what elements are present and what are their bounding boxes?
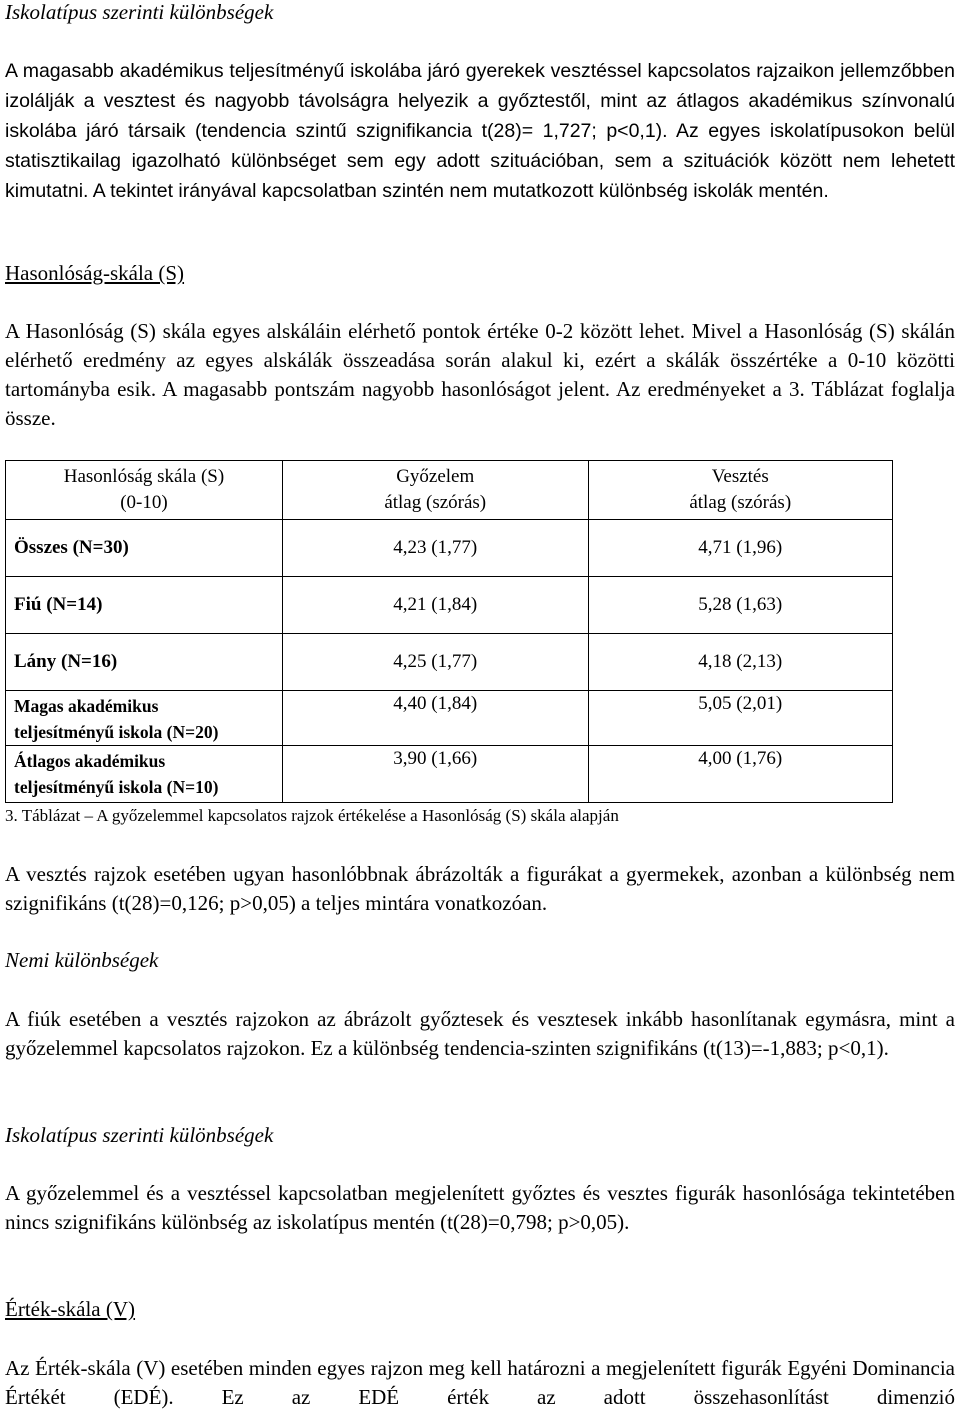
row-label: Lány (N=16) [6, 634, 283, 691]
row-label-line2: teljesítményű iskola (N=10) [14, 777, 219, 797]
row-win-value: 4,25 (1,77) [282, 634, 588, 691]
row-label: Fiú (N=14) [6, 577, 283, 634]
row-label [6, 746, 283, 803]
table-header-row [6, 461, 893, 520]
row-label-line2: teljesítményű iskola (N=20) [14, 722, 219, 742]
header-scale-line1: Hasonlóság skála (S) [63, 466, 225, 487]
header-scale-line2: (0-10) [120, 492, 168, 513]
row-label: Összes (N=30) [6, 520, 283, 577]
section-heading-school-type: Iskolatípus szerinti különbségek [5, 0, 274, 24]
header-win-line1: Győzelem [396, 466, 475, 487]
table-row [6, 746, 893, 803]
row-win-value: 3,90 (1,66) [282, 746, 588, 803]
row-win-value: 4,23 (1,77) [282, 520, 588, 577]
row-loss-value: 5,28 (1,63) [588, 577, 892, 634]
row-loss-value: 4,00 (1,76) [588, 746, 892, 803]
results-table [5, 460, 893, 803]
row-loss-value: 4,18 (2,13) [588, 634, 892, 691]
section-heading-value-scale: Érték-skála (V) [5, 1297, 136, 1321]
table-row [6, 520, 893, 577]
paragraph-loss-drawings: A vesztés rajzok esetében ugyan hasonlóbbnak ábrázolták a figurákat a gyermekek, azonban a különbség nem szignifikáns (t(28)=0,126; p>0,05) a teljes mintára vonatkozóan. [5, 862, 955, 915]
paragraph-school-type-part2: . Az egyes iskolatípusokon belül statisztikailag igazolható különbséget sem egy adott szituációban, sem a szituációk között nem lehetett kimutatni. A tekintet irányával kapcsolatban szintén nem mutatkozott különbség iskolák mentén. [5, 120, 956, 202]
header-loss-line2: átlag (szórás) [689, 492, 792, 513]
table-header-scale [6, 461, 283, 520]
header-loss-line1: Vesztés [711, 466, 769, 487]
paragraph-school-type-part1: A magasabb akadémikus teljesítményű iskolába járó gyerekek vesztéssel kapcsolatos rajzaikon jellemzőbben izolálják a vesztest és nagyobb távolságra helyezik a győztestől, mint az átlagos akadémikus színvonalú iskolába járó társaik (tendencia szintű szignifikancia t(28)= 1,727; p<0,1) [5, 60, 955, 142]
row-label-line1: Átlagos akadémikus [14, 751, 166, 771]
table-header-loss [588, 461, 892, 520]
paragraph-school-type-2: A győzelemmel és a vesztéssel kapcsolatban megjelenített győztes és vesztes figurák hasonlósága tekintetében nincs szignifikáns különbség az iskolatípus mentén (t(28)=0,798; p>0,05). [5, 1181, 955, 1234]
table-row [6, 634, 893, 691]
row-label-line1: Magas akadémikus [14, 696, 159, 716]
paragraph-gender: A fiúk esetében a vesztés rajzokon az ábrázolt győztesek és vesztesek inkább hasonlítanak egymásra, mint a győzelemmel kapcsolatos rajzokon. Ez a különbség tendencia-szinten szignifikáns (t(13)=-1,883; p<0,1). [5, 1007, 955, 1060]
row-loss-value: 5,05 (2,01) [588, 691, 892, 746]
section-heading-school-type-2: Iskolatípus szerinti különbségek [5, 1123, 274, 1147]
table-row [6, 691, 893, 746]
section-heading-similarity-scale: Hasonlóság-skála (S) [5, 261, 185, 285]
paragraph-value-scale: Az Érték-skála (V) esetében minden egyes rajzon meg kell határozni a megjelenített figurák Egyéni Dominancia Értékét (EDÉ). Ez az EDÉ érték az adott összehasonlítást dimenzió [5, 1356, 955, 1409]
paragraph-similarity-scale: A Hasonlóság (S) skála egyes alskáláin elérhető pontok értéke 0-2 között lehet. Mivel a Hasonlóság (S) skálán elérhető eredmény az egyes alskálák összeadása során alakul ki, ezért a skálák összértéke a 0-10 közötti tartományba esik. A magasabb pontszám nagyobb hasonlóságot jelent. Az eredményeket a 3. Táblázat foglalja össze. [5, 319, 955, 430]
row-win-value: 4,40 (1,84) [282, 691, 588, 746]
row-loss-value: 4,71 (1,96) [588, 520, 892, 577]
section-heading-gender: Nemi különbségek [5, 948, 159, 972]
row-label [6, 691, 283, 746]
table-header-win [282, 461, 588, 520]
table-row [6, 577, 893, 634]
row-win-value: 4,21 (1,84) [282, 577, 588, 634]
paragraph-school-type [5, 56, 955, 206]
header-win-line2: átlag (szórás) [384, 492, 487, 513]
table-caption: 3. Táblázat – A győzelemmel kapcsolatos rajzok értékelése a Hasonlóság (S) skála alapján [5, 806, 619, 825]
